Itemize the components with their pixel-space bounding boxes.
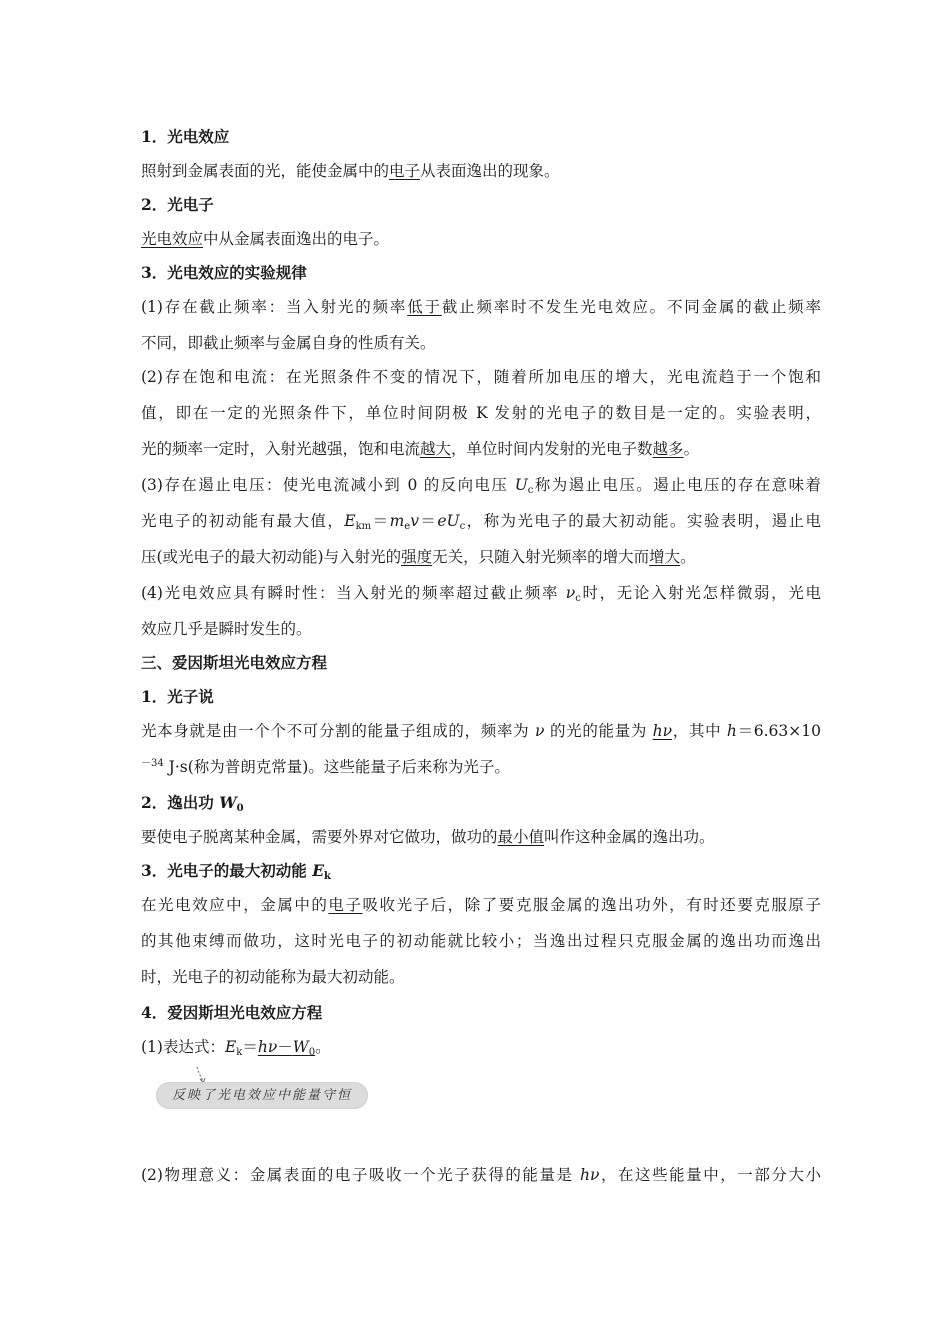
paragraph-stopping-voltage-line2: 光电子的初动能有最大值，$E_{km}=m_ev=eU_c$，称为光电子的最大初动能。实验表明，遏止电 (141, 512, 821, 532)
paragraph-instantaneous-line2: 效应几乎是瞬时发生的。 (141, 620, 312, 638)
heading-einstein-equation-section: 三、爱因斯坦光电效应方程 (141, 653, 328, 672)
heading-work-function: 2．逸出功 $W_0$ (141, 793, 244, 814)
blank-answer: $h\nu-W_0$ (257, 1038, 316, 1058)
paragraph-stopping-voltage-line3: 压(或光电子的最大初动能)与入射光的强度无关，只随入射光频率的增大而增大。 (141, 548, 696, 566)
blank-answer: hν (652, 722, 673, 740)
paragraph-photoelectron-definition: 光电效应中从金属表面逸出的电子。 (141, 230, 390, 248)
blank-answer: 最小值 (497, 828, 545, 846)
heading-photon-theory: 1．光子说 (141, 687, 214, 706)
paragraph-photoelectric-definition: 照射到金属表面的光，能使金属中的电子从表面逸出的现象。 (141, 162, 560, 180)
blank-answer: 光电效应 (141, 230, 204, 248)
blank-answer: 电子 (328, 896, 363, 914)
heading-photoelectric-effect: 1．光电效应 (141, 127, 230, 146)
paragraph-equation-expression: (1)表达式：$E_k=h\nu-W_0$。 (141, 1038, 331, 1058)
blank-answer: 增大 (649, 548, 681, 566)
paragraph-photon-theory-line1: 光本身就是由一个个不可分割的能量子组成的，频率为 ν 的光的能量为 hν，其中 h＝6.63×10 (141, 722, 821, 740)
paragraph-stopping-voltage-line1: (3)存在遏止电压：使光电流减小到 0 的反向电压 $U_c$称为遏止电压。遏止电压的存在意味着 (141, 476, 821, 496)
blank-answer: 强度 (401, 548, 433, 566)
heading-experimental-laws: 3．光电效应的实验规律 (141, 263, 307, 282)
heading-photoelectron: 2．光电子 (141, 195, 214, 214)
paragraph-max-kinetic-line3: 时，光电子的初动能称为最大初动能。 (141, 968, 405, 986)
paragraph-cutoff-frequency-line2: 不同，即截止频率与金属自身的性质有关。 (141, 334, 436, 352)
paragraph-saturation-line2: 值，即在一定的光照条件下，单位时间阴极 K 发射的光电子的数目是一定的。实验表明， (141, 404, 821, 422)
blank-answer: 越多 (652, 440, 684, 458)
annotation-note-energy-conservation: 反映了光电效应中能量守恒 (156, 1082, 368, 1109)
paragraph-cutoff-frequency-line1: (1)存在截止频率：当入射光的频率低于截止频率时不发生光电效应。不同金属的截止频率 (141, 298, 821, 316)
paragraph-max-kinetic-line1: 在光电效应中，金属中的电子吸收光子后，除了要克服金属的逸出功外，有时还要克服原子 (141, 896, 821, 914)
blank-answer: 越大 (420, 440, 452, 458)
paragraph-work-function: 要使电子脱离某种金属，需要外界对它做功，做功的最小值叫作这种金属的逸出功。 (141, 828, 715, 846)
blank-answer: 低于 (407, 298, 442, 316)
heading-max-kinetic-energy: 3．光电子的最大初动能 $E_k$ (141, 861, 331, 882)
heading-einstein-equation: 4．爱因斯坦光电效应方程 (141, 1003, 323, 1022)
paragraph-max-kinetic-line2: 的其他束缚而做功，这时光电子的初动能就比较小；当逸出过程只克服金属的逸出功而逸出 (141, 932, 821, 950)
blank-answer: 电子 (389, 162, 421, 180)
paragraph-saturation-line3: 光的频率一定时，入射光越强，饱和电流越大，单位时间内发射的光电子数越多。 (141, 440, 700, 458)
paragraph-saturation-line1: (2)存在饱和电流：在光照条件不变的情况下，随着所加电压的增大，光电流趋于一个饱和 (141, 368, 821, 386)
paragraph-physical-meaning: (2)物理意义：金属表面的电子吸收一个光子获得的能量是 hν，在这些能量中，一部分大小 (141, 1166, 821, 1184)
paragraph-instantaneous-line1: (4)光电效应具有瞬时性：当入射光的频率超过截止频率 $\nu_c$时，无论入射光怎样微弱，光电 (141, 584, 821, 604)
paragraph-photon-theory-line2: $^{-34}$ J·s(称为普朗克常量)。这些能量子后来称为光子。 (141, 758, 510, 776)
